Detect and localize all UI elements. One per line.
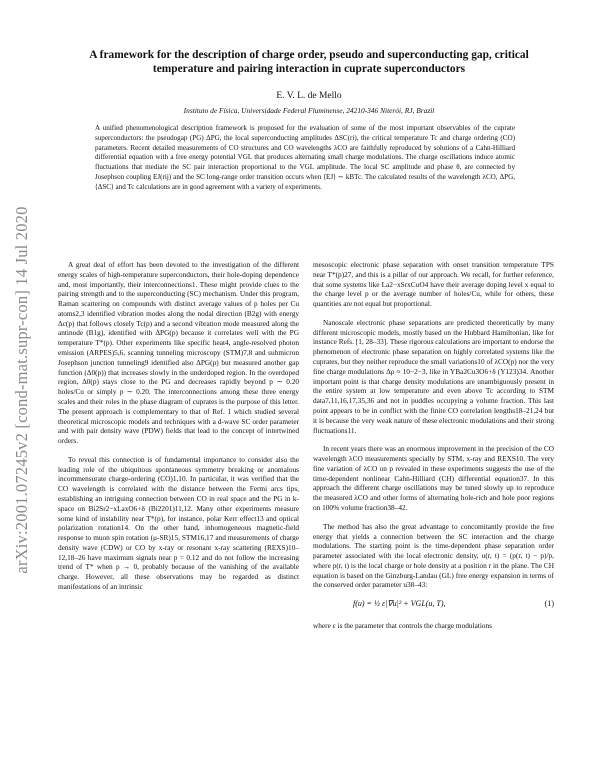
paper-title: A framework for the description of charge order, pseudo and superconducting gap, critical temperature and pairing interaction in cuprate superconductors xyxy=(89,49,529,75)
equation-body: f(u) = ½ ε|∇u|² + VGL(u, T), xyxy=(353,599,446,609)
paragraph-wavelength: In recent years there was an enormous improvement in the precision of the CO wavelength λCO measurements specially by STM, x-ray and REXS10. The very fine variation of λCO on p revealed in these experiments suggests the use of the time-dependent nonlinear Cahn-Hilliard (CH) differential equation37. In this approach the different charge oscillations may be tuned slowly up to reproduce the measured λCO and other forms of alternating hole-rich and hole poor regions on 100% volume fraction38–42. xyxy=(313,444,554,512)
paragraph-method: The method has also the great advantage to concomitantly provide the free energy that yields a connection between the SC interaction and the charge modulations. The starting point is the time-dependent phase separation order parameter associated with the local electronic density, u(r, t) = (p(r, t) − p)/p, where p(r, t) is the local charge or hole density at a position r in the plane. The CH equation is based on the Ginzburg-Landau (GL) free energy expansion in terms of the conserved order parameter u38–43: xyxy=(313,521,554,590)
arxiv-identifier: arXiv:2001.07245v2 [cond-mat.supr-con] 14 Jul 2020 xyxy=(12,206,31,574)
paper-author: E. V. L. de Mello xyxy=(276,91,342,101)
equation-number: (1) xyxy=(544,599,554,609)
author-affiliation: Instituto de Física, Universidade Federal Fluminense, 24210-346 Niterói, RJ, Brazil xyxy=(183,106,435,115)
arxiv-sidebar xyxy=(0,0,44,776)
abstract: A unified phenomenological description framework is proposed for the evaluation of some of the most important observables of the cuprate superconductors: the pseudogap (PG) ΔPG, the local superconducting amplitudes ΔSC(ri), the critical temperature Tc and charge ordering (CO) parameters. Recent detailed measurements of CO structures and CO wavelengths λCO are faithfully reproduced by solutions of a Cahn-Hilliard differential equation with a free energy potential VGL that produces alternating small charge modulations. The charge oscillations induce atomic fluctuations that mediate the SC pair interaction proportional to the VGL amplitude. The local SC amplitude and phase θ, are connected by Josephson coupling EJ(rij) and the SC long-range order transition occurs when ⟨EJ⟩ ∼ kBTc. The calculated results of the wavelength λCO, ΔPG, ⟨ΔSC⟩ and Tc calculations are in good agreement with a variety of experiments. xyxy=(95,124,515,191)
left-column xyxy=(58,260,299,592)
right-column xyxy=(313,260,554,631)
paragraph-tail: where ε is the parameter that controls the charge modulations xyxy=(313,621,493,631)
paragraph-phase-separation: Nanoscale electronic phase separations are predicted theoretically by many different microscopic models, mostly based on the Hubbard Hamiltonian, like for instance Refs. [1, 28–33]. These rigorous calculations are important to endorse the phenomenon of electronic phase separation on highly correlated systems like the cuprates, but they neither reproduce the small variations10 of λCO(p) nor the very fine charge modulations Δρ ≈ 10−2−3, like in YBa2Cu3O6+δ (Y123)34. Another important point is that charge density modulations are unambiguously present in the entire system at low temperature and even above Tc according to STM data7,11,16,17,35,36 and not in puddles occupying a volume fraction. This last point appears to be in conflict with the finite CO correlation lengths18–21,24 but it is because the very weak nature of these electronic modulations and their strong fluctuations11. xyxy=(313,317,554,435)
paragraph-intro: A great deal of effort has been devoted to the investigation of the different energy scales of high-temperature superconductors, their hole-doping dependence and, most importantly, their interconnections1. These might provide clues to the pairing strength and to the superconducting (SC) mechanism. Under this program, Raman scattering on compounds with distinct average values of p holes per Cu atoms2,3 identified vibration modes along the nodal direction (B2g) with energy Δc(p) that follows closely Tc(p) and a second vibration mode measured along the antinode (B1g), identified with ΔPG(p) because it correlates well with the PG temperature T*(p). Other experiments like specific heat4, angle-resolved photon emission (ARPES)5,6, scanning tunneling microscopy (STM)7,8 and submicron Josephson junction tunneling9 identified also ΔPG(p) but measured another gap function (Δ0(p)) that increases slowly in the underdoped region. In the overdoped region, Δ0(p) stays close to the PG and decreases rapidly beyond p ∼ 0.20 holes/Cu or simply p ∼ 0.20. The interconnections among these three energy scales and their roles in the phase diagram of cuprates is the purpose of this letter. The present approach is complementary to that of Ref. 1 which studied several theoretical microscopic models and techniques with a d-wave SC order parameter and with pair density wave (PDW) fields that lead to the concept of intertwined orders. xyxy=(58,260,299,446)
paragraph-charge-order: To reveal this connection is of fundamental importance to consider also the leading role of the ubiquitous spontaneous symmetry breaking or anomalous incommensurate charge-ordering (CO)1,10. In particular, it was verified that the CO wavelength is correlated with the distance between the Fermi arcs tips, establishing an intriguing connection between CO in real space and the PG in k-space on Bi2Sr2−xLaxO6+δ (Bi2201)11,12. Many other experiments measure some kind of instability near T*(p), for instance, polar Kerr effect13 and optical polarization rotation14. On the other hand, inhomogeneous magnetic-field response to muon spin rotation (μ-SR)15, STM16,17 and measurements of charge density wave (CDW) or CO by x-ray or resonant x-ray scattering (REXS)10–12,18–26 have maximum signals near p = 0.12 and do not follow the increasing trend of T* when p → 0, probably because of the vanishing of the available charge. However, all these observations may be regarded as distinct manifestations of an intrinsic xyxy=(58,454,299,591)
equation-1 xyxy=(313,599,554,613)
paragraph-continuation: mesoscopic electronic phase separation with onset transition temperature TPS near T*(p)27, and this is a pillar of our approach. We recall, for further reference, that some systems like La2−xSrxCuO4 have their average doping level x equal to the charge level p or the average number of holes/Cu, while for others, these quantities are not equal but proportional. xyxy=(313,260,554,309)
